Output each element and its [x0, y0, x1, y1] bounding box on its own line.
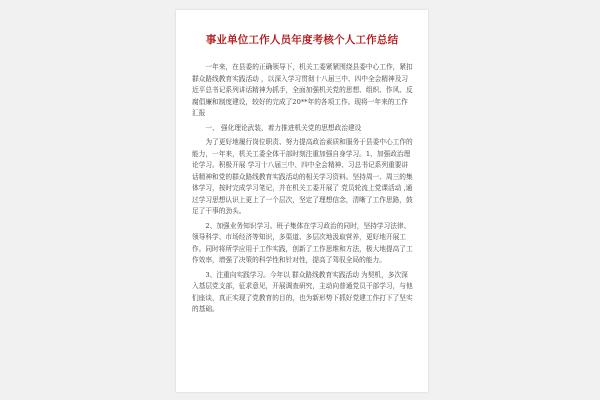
document-page [176, 10, 428, 392]
document-body [192, 62, 414, 316]
paragraph-business-knowledge: 2、加强业务知识学习。班子集体在学习政治的同时，坚持学习法律、领导科学、市场经济等知识，多渠道、多层次地汲取营养，更好地开展工作。同时将所学应用于工作实践，创新了工作思维和方法，极大地提高了工作效率，增强了决策的科学性和针对性，提高了驾驭全局的能力。 [192, 221, 413, 264]
document-title: 事业单位工作人员年度考核个人工作总结 [205, 34, 399, 46]
section-heading: 一、 强化理论武装，着力推进机关党的思想政治建设 [205, 123, 362, 132]
paragraph-practice-study: 3、注重向实践学习。今年以 群众路线教育实践活动 为契机，多次深入基层党支部，征求意见，开展调查研究，主动向普通党员干部学习，与他们座谈，真正实现了党教育的目的，也为新形势下抓好党建工作打下了坚实的基础。 [192, 270, 413, 313]
paragraph-political-study: 为了更好地履行岗位职责、努力提高政治素质和服务于县委中心工作的能力，一年来，机关工委全体干部时刻注重加强自身学习。1、加强政治理论学习。积极开展 学习十八届三中、四中全会精神、习总书记系列重要讲话精神和党的群众路线教育实践活动的相关学习资料。坚持周一、周三的集体学习，按时完成学习笔记，并在机关工委开展了 党员轮流上党课活动 ,通过学习思想认识上更上了一个层次，坚定了理想信念，清晰了工作思路，鼓足了干事的劲头。 [192, 138, 413, 215]
paragraph-intro: 一年来，在县委的正确领导下，机关工委紧紧围绕县委中心工作，紧扣 群众路线教育实践活动 ，以深入学习贯彻十八届三中、四中全会精神及习近平总书记系列讲话精神为抓手，全面加强机关党的思想、组织、作风、反腐倡廉和制度建设，较好的完成了20**年的各项工作。现将一年来的工作汇报 [192, 63, 413, 117]
